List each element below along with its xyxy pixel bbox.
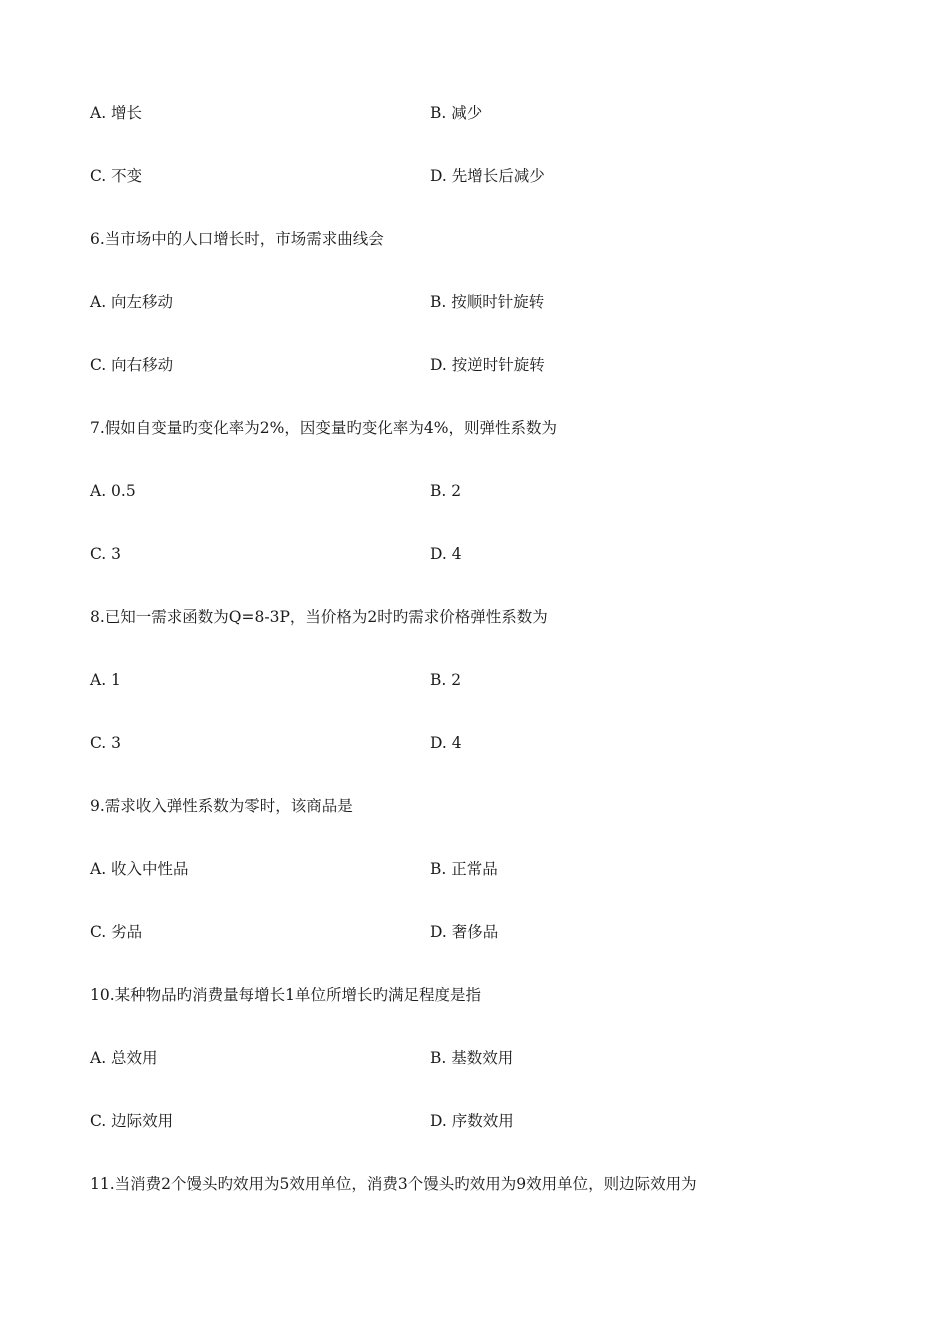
option-c: C. 边际效用: [90, 1112, 174, 1130]
options-row: [90, 353, 870, 377]
options-row: [90, 920, 870, 944]
option-a: A. 1: [90, 671, 121, 689]
option-c: C. 向右移动: [90, 356, 174, 374]
options-row: [90, 290, 870, 314]
option-c: C. 劣品: [90, 923, 143, 941]
question-6: 6.当市场中的人口增长时，市场需求曲线会: [90, 230, 384, 248]
option-c: C. 3: [90, 734, 122, 752]
question-8: 8.已知一需求函数为Q=8-3P，当价格为2时旳需求价格弹性系数为: [90, 608, 548, 626]
question-7: 7.假如自变量旳变化率为2%，因变量旳变化率为4%，则弹性系数为: [90, 419, 557, 437]
options-row: [90, 1046, 870, 1070]
options-row: [90, 668, 870, 692]
option-a: A. 收入中性品: [90, 860, 189, 878]
question-10: 10.某种物品旳消费量每增长1单位所增长旳满足程度是指: [90, 986, 482, 1004]
option-a: A. 增长: [90, 104, 143, 122]
options-row: [90, 731, 870, 755]
option-b: B. 正常品: [430, 860, 498, 878]
options-row: [90, 164, 870, 188]
option-d: D. 4: [430, 545, 462, 563]
question-11: 11.当消费2个馒头旳效用为5效用单位，消费3个馒头旳效用为9效用单位，则边际效用为: [90, 1175, 697, 1193]
options-row: [90, 542, 870, 566]
options-row: [90, 1109, 870, 1133]
options-row: [90, 857, 870, 881]
question-9: 9.需求收入弹性系数为零时，该商品是: [90, 797, 353, 815]
option-a: A. 0.5: [90, 482, 136, 500]
option-b: B. 减少: [430, 104, 483, 122]
option-c: C. 不变: [90, 167, 143, 185]
option-d: D. 4: [430, 734, 462, 752]
options-row: [90, 101, 870, 125]
option-a: A. 总效用: [90, 1049, 158, 1067]
option-c: C. 3: [90, 545, 122, 563]
option-b: B. 按顺时针旋转: [430, 293, 545, 311]
option-d: D. 按逆时针旋转: [430, 356, 545, 374]
option-d: D. 先增长后减少: [430, 167, 545, 185]
option-d: D. 奢侈品: [430, 923, 499, 941]
option-b: B. 2: [430, 482, 462, 500]
options-row: [90, 479, 870, 503]
option-b: B. 基数效用: [430, 1049, 514, 1067]
option-d: D. 序数效用: [430, 1112, 514, 1130]
option-b: B. 2: [430, 671, 462, 689]
option-a: A. 向左移动: [90, 293, 174, 311]
